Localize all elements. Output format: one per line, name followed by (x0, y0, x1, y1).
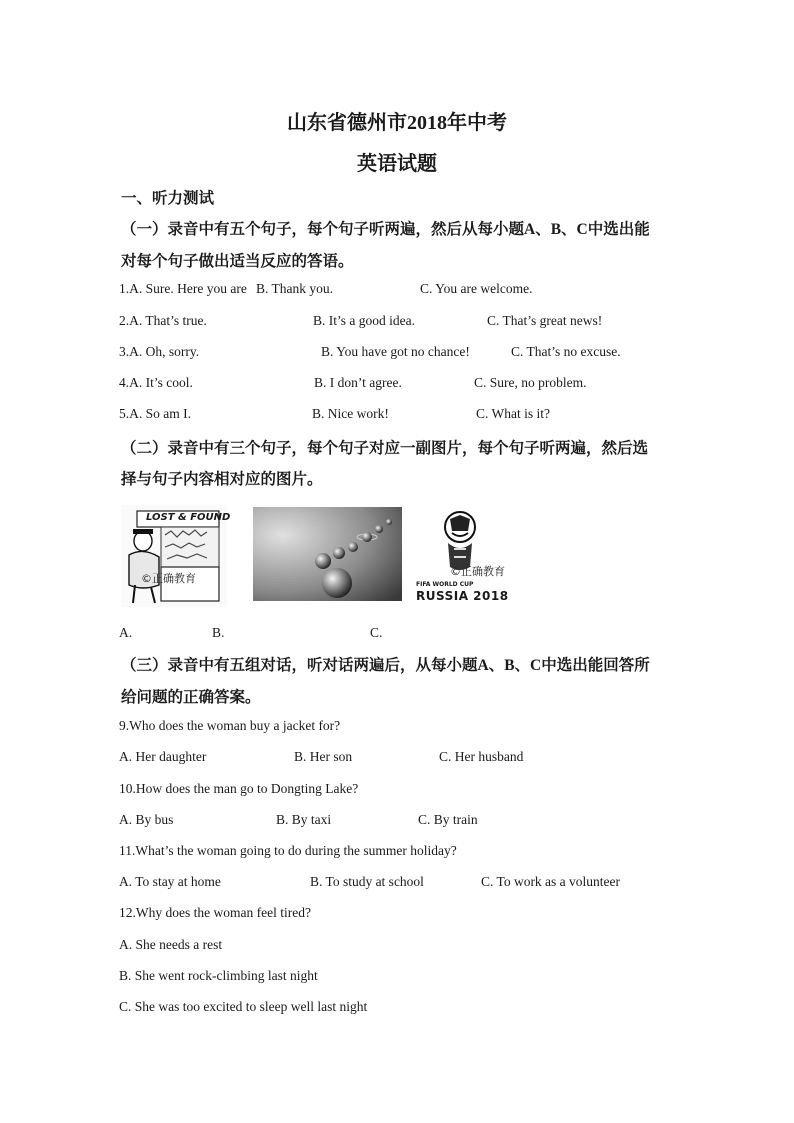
section-heading: 一、听力测试 (121, 190, 215, 207)
q9-option-c: C. Her husband (439, 749, 524, 764)
q10-option-b: B. By taxi (276, 812, 332, 827)
fifa-world-cup-text: FIFA WORLD CUP (416, 581, 474, 588)
q3-option-a: 3.A. Oh, sorry. (119, 344, 200, 359)
watermark: ©正确教育 (141, 572, 196, 585)
picture-label-c: C. (370, 625, 383, 640)
picture-a-lost-and-found (121, 505, 231, 607)
q9-option-b: B. Her son (294, 749, 353, 764)
solar-system-icon (253, 507, 402, 601)
lost-found-sign: LOST & FOUND (146, 512, 231, 523)
q11-option-b: B. To study at school (310, 874, 424, 889)
q1-option-c: C. You are welcome. (420, 281, 533, 296)
part2-instruction-line2: 择与句子内容相对应的图片。 (121, 471, 323, 488)
q11-question: 11.What’s the woman going to do during the summer holiday? (119, 843, 457, 858)
q12-option-c: C. She was too excited to sleep well last night (119, 999, 368, 1014)
q1-option-b: B. Thank you. (256, 281, 333, 296)
q5-option-a: 5.A. So am I. (119, 406, 191, 421)
q12-question: 12.Why does the woman feel tired? (119, 905, 311, 920)
picture-c-world-cup (414, 505, 509, 605)
q12-option-a: A. She needs a rest (119, 937, 223, 952)
q11-option-a: A. To stay at home (119, 874, 221, 889)
picture-label-a: A. (119, 625, 133, 640)
q5-option-c: C. What is it? (476, 406, 550, 421)
part2-instruction-line1: （二）录音中有三个句子，每个句子对应一副图片，每个句子听两遍，然后选 (121, 440, 649, 457)
q4-option-b: B. I don’t agree. (314, 375, 402, 390)
q3-option-b: B. You have got no chance! (321, 344, 470, 359)
q10-option-c: C. By train (418, 812, 478, 827)
russia-2018-text: RUSSIA 2018 (416, 589, 509, 603)
q2-option-c: C. That’s great news! (487, 313, 603, 328)
page-subtitle: 英语试题 (357, 153, 437, 175)
q2-option-a: 2.A. That’s true. (119, 313, 207, 328)
part3-instruction-line1: （三）录音中有五组对话，听对话两遍后，从每小题A、B、C中选出能回答所 (121, 657, 650, 674)
q9-option-a: A. Her daughter (119, 749, 207, 764)
q5-option-b: B. Nice work! (312, 406, 389, 421)
q11-option-c: C. To work as a volunteer (481, 874, 621, 889)
q3-option-c: C. That’s no excuse. (511, 344, 621, 359)
picture-label-b: B. (212, 625, 225, 640)
part1-instruction-line1: （一）录音中有五个句子，每个句子听两遍，然后从每小题A、B、C中选出能 (121, 221, 650, 238)
page-title: 山东省德州市2018年中考 (287, 112, 507, 134)
q12-option-b: B. She went rock-climbing last night (119, 968, 318, 983)
q4-option-a: 4.A. It’s cool. (119, 375, 193, 390)
q4-option-c: C. Sure, no problem. (474, 375, 587, 390)
watermark: ©正确教育 (450, 565, 505, 578)
q9-question: 9.Who does the woman buy a jacket for? (119, 718, 341, 733)
part1-instruction-line2: 对每个句子做出适当反应的答语。 (121, 253, 354, 270)
q2-option-b: B. It’s a good idea. (313, 313, 415, 328)
q10-option-a: A. By bus (119, 812, 174, 827)
q1-option-a: 1.A. Sure. Here you are (119, 281, 247, 296)
picture-b-planets (253, 507, 402, 601)
q10-question: 10.How does the man go to Dongting Lake? (119, 781, 359, 796)
part3-instruction-line2: 给问题的正确答案。 (121, 689, 261, 706)
